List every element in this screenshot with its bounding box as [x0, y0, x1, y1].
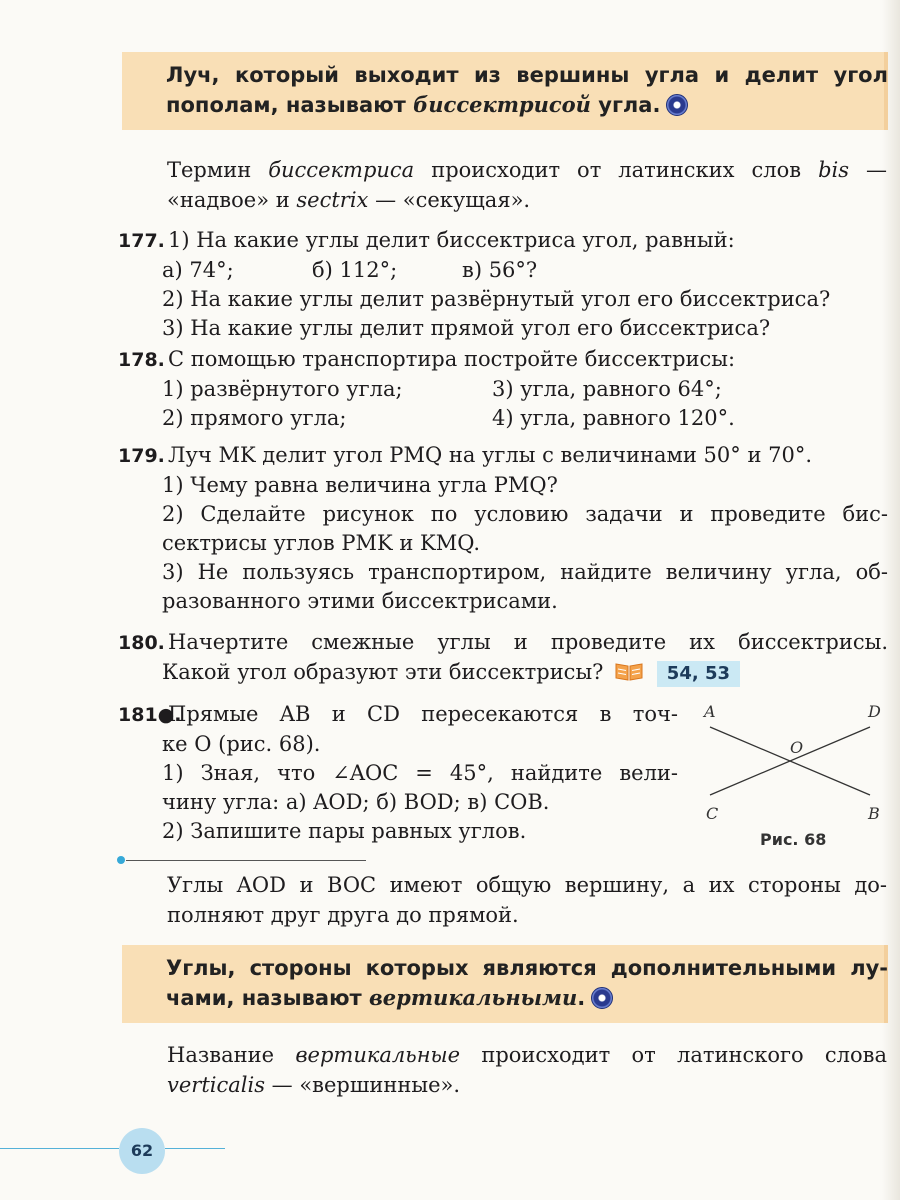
term-bisector: биссектрисой — [413, 92, 591, 117]
exercise-number: 177. — [118, 230, 165, 252]
exercise-number: 178. — [118, 349, 165, 371]
separator-line — [126, 860, 366, 861]
rule-text-vertical: Углы, стороны которых являются дополнительными лу- чами, называют вертикальными. — [166, 956, 888, 1010]
label-b: B — [868, 804, 880, 823]
rule-box-bisector — [122, 52, 888, 130]
exercise-number: 180. — [118, 632, 165, 654]
label-a: A — [704, 702, 716, 721]
rule-text-bisector: Луч, который выходит из вершины угла и делит угол пополам, называют биссектрисой угла. — [166, 63, 888, 117]
exercise-180: 180. Начертите смежные углы и проведите их биссектрисы. Какой угол образуют эти биссектрисы? 54, 53 — [118, 628, 888, 687]
etymology-vertical: Название вертикальные происходит от латинского слова verticalis — «вершинные». — [167, 1043, 887, 1097]
exercise-number: 179. — [118, 445, 165, 467]
label-d: D — [868, 702, 881, 721]
book-icon[interactable] — [614, 660, 644, 680]
page-number-line-left — [0, 1148, 119, 1149]
exercise-179: 179. Луч MK делит угол PMQ на углы с величинами 50° и 70°. 1) Чему равна величина угла PMQ? 2) Сделайте рисунок по условию задачи и проведите бис- сектрисы углов PMK и KMQ. 3) Не пользуясь транспортиром, найдите величину угла, об- разованного этими биссектрисами. — [118, 443, 888, 613]
page-number: 62 — [119, 1128, 165, 1174]
vertical-angles-note: Углы AOD и BOC имеют общую вершину, а их стороны до- полняют друг друга до прямой. — [167, 873, 887, 927]
page-number-line-right — [165, 1148, 225, 1149]
exercise-181: 181●.Прямые AB и CD пересекаются в точ- ке O (рис. 68). 1) Зная, что ∠AOC = 45°, найдите вели- чину угла: а) AOD; б) BOD; в) COB. 2) Запишите пары равных углов. — [118, 702, 678, 843]
exercise-177: 177. 1) На какие углы делит биссектриса угол, равный: а) 74°; б) 112°; в) 56°? 2) На какие углы делит развёрнутый угол его биссектриса? 3) На какие углы делит прямой угол его биссектриса? — [118, 228, 831, 340]
label-c: C — [706, 804, 719, 823]
figure-caption: Рис. 68 — [760, 830, 827, 849]
separator-dot — [117, 856, 125, 864]
reference-badge[interactable]: 54, 53 — [657, 661, 740, 687]
exercise-178: 178. С помощью транспортира постройте биссектрисы: 1) развёрнутого угла; 3) угла, равного 64°; 2) прямого угла; 4) угла, равного 120°. — [118, 347, 736, 430]
audio-disc-icon[interactable] — [666, 94, 688, 116]
term-vertical: вертикальными — [369, 985, 578, 1010]
audio-disc-icon[interactable] — [591, 987, 613, 1009]
exercise-number: 181●. — [118, 704, 182, 726]
etymology-bisector: Термин биссектриса происходит от латинских слов bis — «надвое» и sectrix — «секущая». — [167, 158, 887, 212]
rule-box-vertical — [122, 945, 888, 1023]
label-o: O — [790, 738, 804, 757]
